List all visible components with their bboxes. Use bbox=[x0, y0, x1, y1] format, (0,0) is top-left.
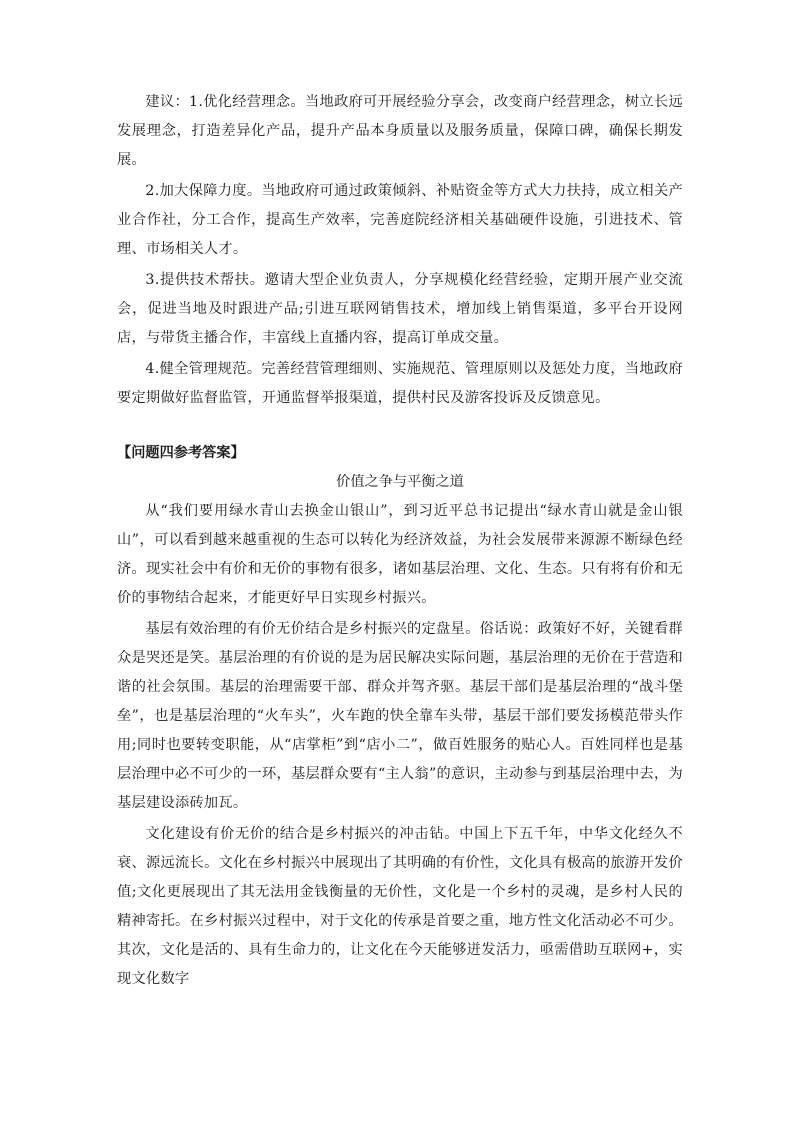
suggestion-paragraph-4: 4.健全管理规范。完善经营管理细则、实施规范、管理原则以及惩处力度，当地政府要定期做好监督监管，开通监督举报渠道，提供村民及游客投诉及反馈意见。 bbox=[117, 361, 683, 406]
section-heading: 【问题四参考答案】 bbox=[117, 445, 245, 461]
essay-paragraph-1: 从“我们要用绿水青山去换金山银山”，到习近平总书记提出“绿水青山就是金山银山”，可以看到越来越重视的生态可以转化为经济效益，为社会发展带来源源不断绿色经济。现实社会中有价和无价的事物有很多，诸如基层治理、文化、生态。只有将有价和无价的事物结合起来，才能更好早日实现乡村振兴。 bbox=[117, 503, 683, 606]
suggestion-paragraph-2: 2.加大保障力度。当地政府可通过政策倾斜、补贴资金等方式大力扶持，成立相关产业合作社，分工合作，提高生产效率，完善庭院经济相关基础硬件设施，引进技术、管理、市场相关人才。 bbox=[117, 183, 683, 257]
essay-paragraph-2: 基层有效治理的有价无价结合是乡村振兴的定盘星。俗话说：政策好不好，关键看群众是哭还是笑。基层治理的有价说的是为居民解决实际问题，基层治理的无价在于营造和谐的社会氛围。基层的治理需要干部、群众并驾齐驱。基层干部们是基层治理的“战斗堡垒”，也是基层治理的“火车头”，火车跑的快全靠车头带，基层干部们要发扬模范带头作用;同时也要转变职能，从“店掌柜”到“店小二”，做百姓服务的贴心人。百姓同样也是基层治理中必不可少的一环，基层群众要有“主人翁”的意识，主动参与到基层治理中去，为基层建设添砖加瓦。 bbox=[117, 621, 683, 811]
essay-title: 价值之争与平衡之道 bbox=[336, 474, 464, 490]
document-content bbox=[117, 88, 683, 994]
suggestion-paragraph-1: 建议：1.优化经营理念。当地政府可开展经验分享会，改变商户经营理念，树立长远发展理念，打造差异化产品，提升产品本身质量以及服务质量，保障口碑，确保长期发展。 bbox=[117, 94, 683, 168]
essay-paragraph-3: 文化建设有价无价的结合是乡村振兴的冲击钻。中国上下五千年，中华文化经久不衰、源远流长。文化在乡村振兴中展现出了其明确的有价性，文化具有极高的旅游开发价值;文化更展现出了其无法用金钱衡量的无价性，文化是一个乡村的灵魂，是乡村人民的精神寄托。在乡村振兴过程中，对于文化的传承是首要之重，地方性文化活动必不可少。其次，文化是活的、具有生命力的，让文化在今天能够迸发活力，亟需借助互联网+，实现文化数字 bbox=[117, 826, 683, 987]
suggestion-paragraph-3: 3.提供技术帮扶。邀请大型企业负责人，分享规模化经营经验，定期开展产业交流会，促进当地及时跟进产品;引进互联网销售技术，增加线上销售渠道，多平台开设网店，与带货主播合作，丰富线上直播内容，提高订单成交量。 bbox=[117, 272, 683, 346]
